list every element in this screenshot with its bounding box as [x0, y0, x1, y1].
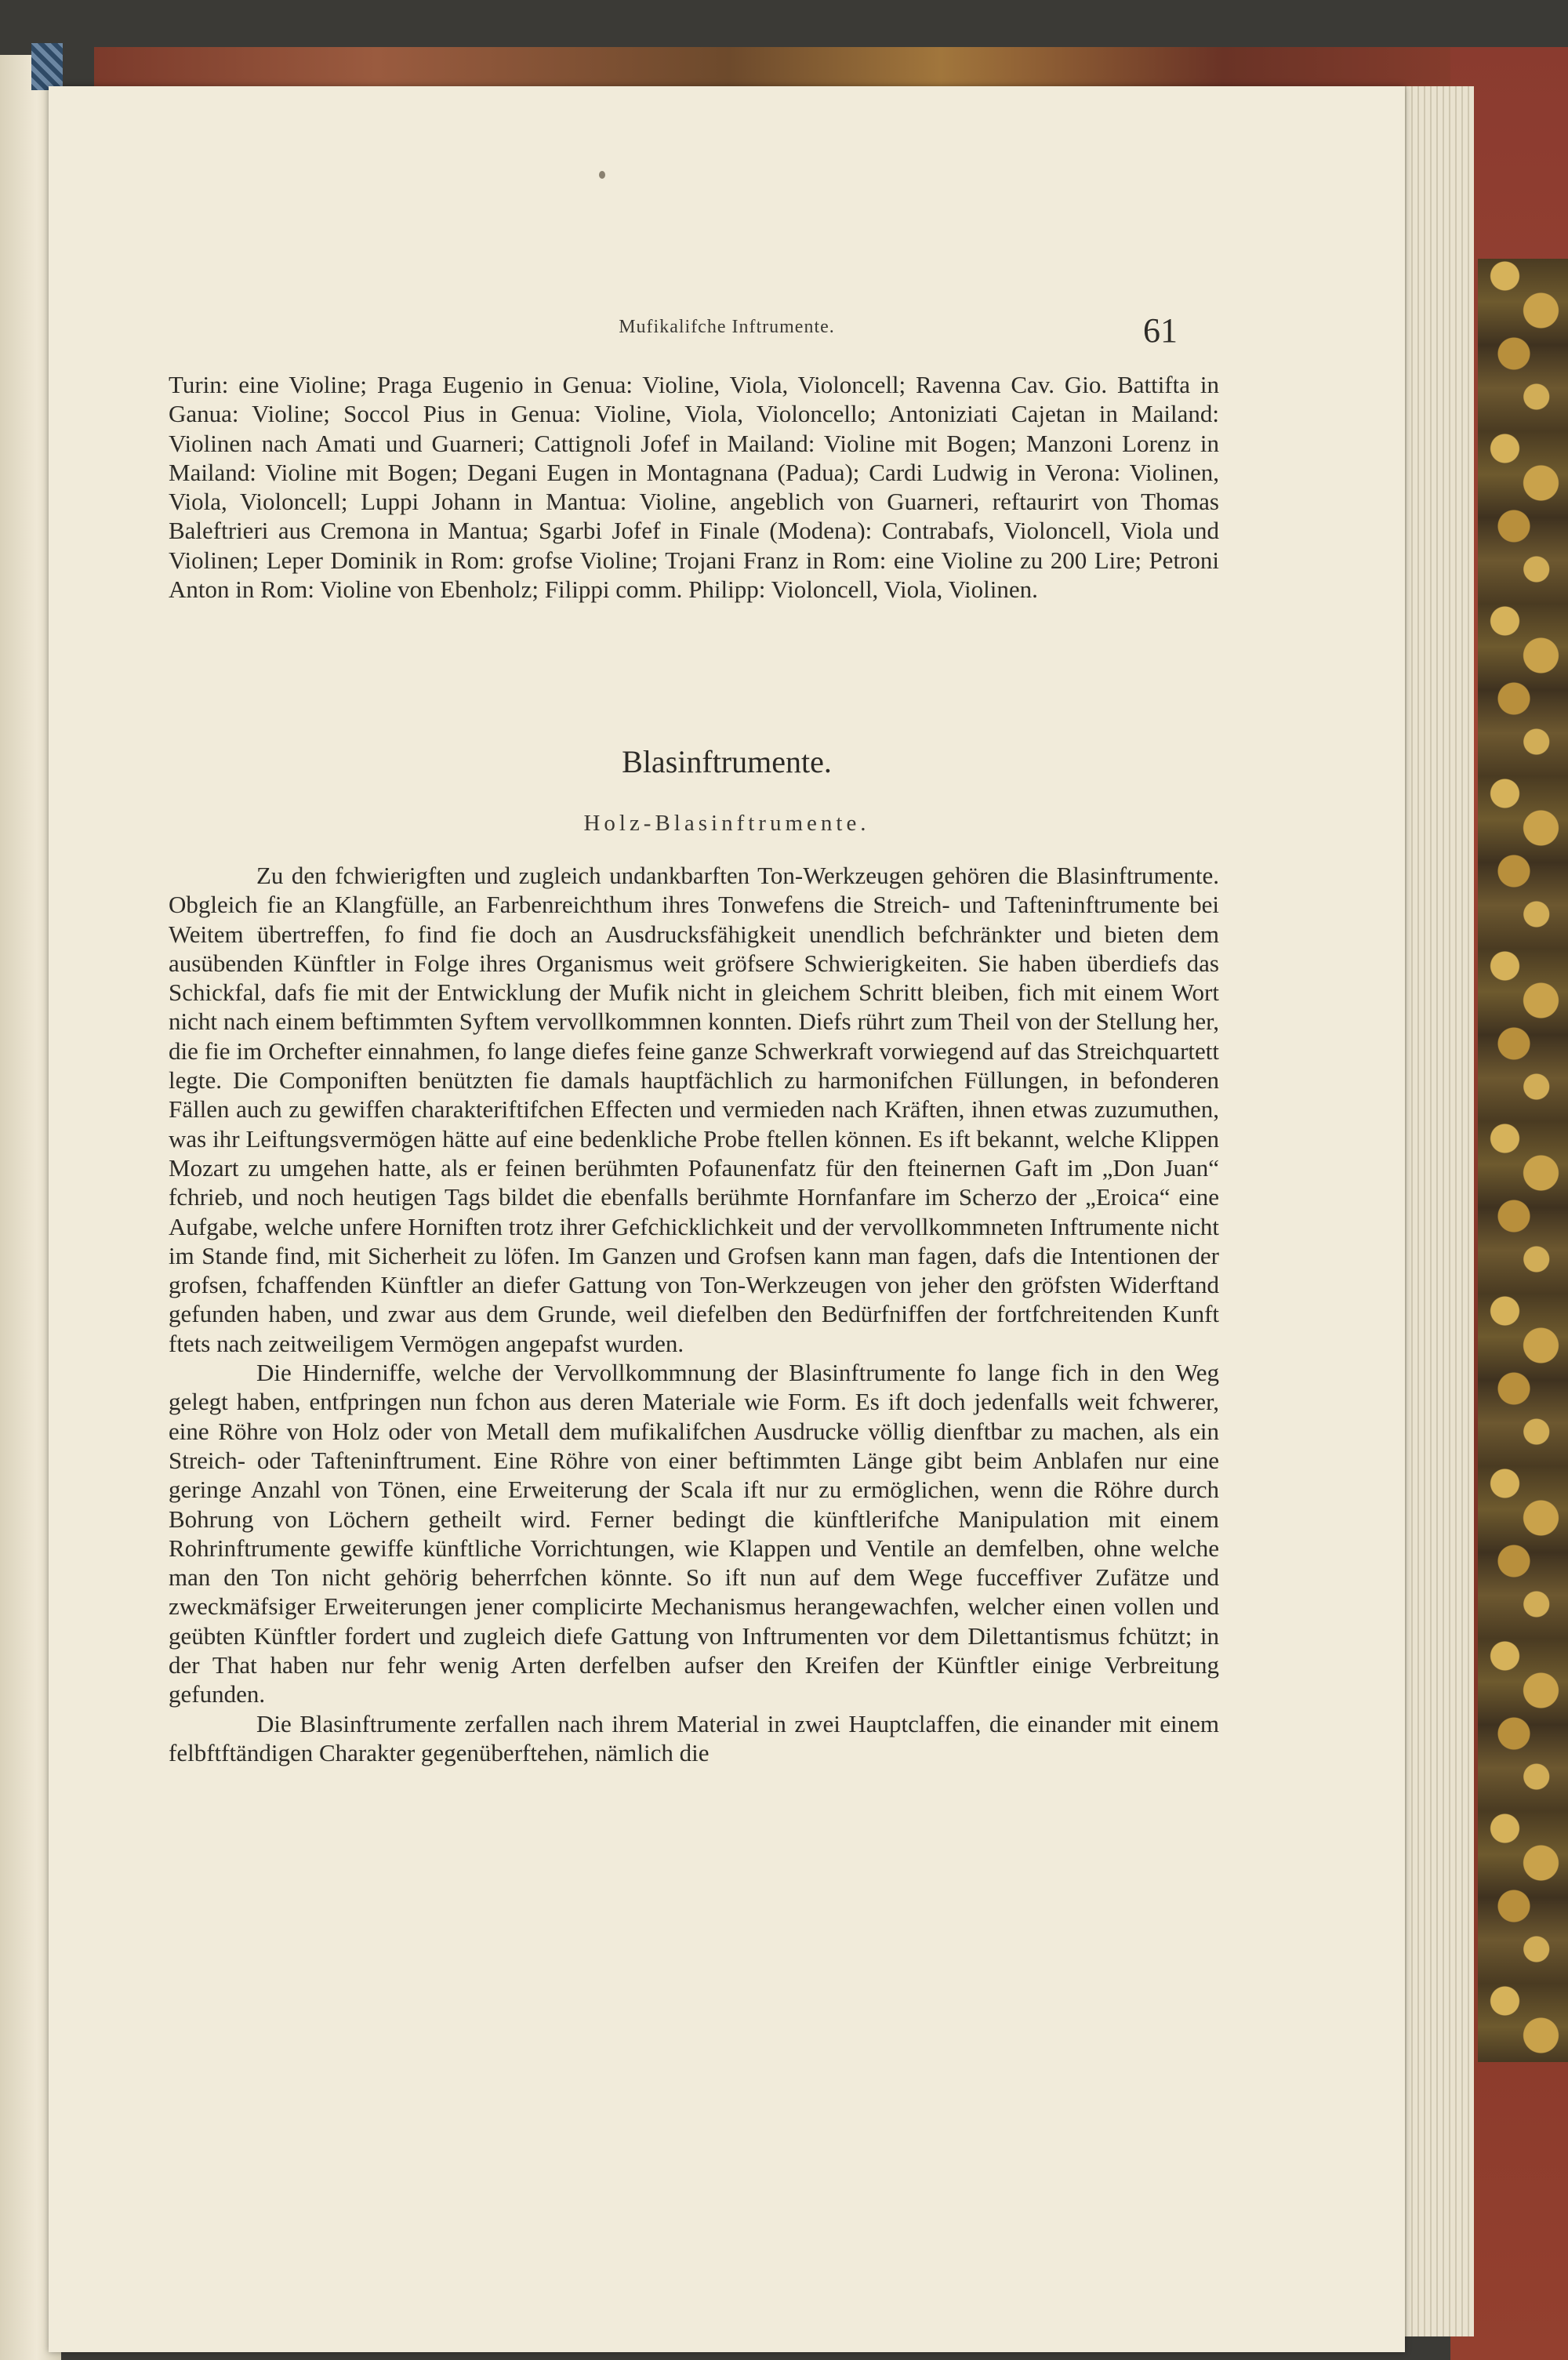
subsection-title: Holz-Blasinftrumente. [583, 811, 870, 836]
paragraph-3: Die Blasinftrumente zerfallen nach ihrem Material in zwei Hauptclaffen, die einander mit einem felbftftändigen Charakter gegenüberftehen, nämlich die [169, 1709, 1219, 1766]
page-number: 61 [1143, 311, 1178, 350]
paper-speck [599, 171, 605, 179]
intro-text-block [169, 370, 1219, 604]
intro-paragraph: Turin: eine Violine; Praga Eugenio in Genua: Violine, Viola, Violoncell; Ravenna Cav. Gio. Battifta in Ganua: Violine; Soccol Pius in Genua: Violine, Viola, Violoncello; Antoniziati Cajetan in Mailand: Violinen nach Amati und Guarneri; Cattignoli Jofef in Mailand: Violine mit Bogen; Manzoni Lorenz in Mailand: Violine mit Bogen; Degani Eugen in Montagnana (Padua); Cardi Ludwig in Verona: Violinen, Viola, Violoncell; Luppi Johann in Mantua: Violine, angeblich von Guarneri, reftaurirt von Thomas Baleftrieri aus Cremona in Mantua; Sgarbi Jofef in Finale (Modena): Contrabafs, Violoncell, Viola und Violinen; Leper Dominik in Rom: grofse Violine; Trojani Franz in Rom: eine Violine zu 200 Lire; Petroni Anton in Rom: Violine von Ebenholz; Filippi comm. Philipp: Violoncell, Viola, Violinen. [169, 371, 1219, 604]
running-head [49, 310, 1405, 350]
paragraph-1: Zu den fchwierigften und zugleich undankbarften Ton-Werkzeugen gehören die Blasinftrumente. Obgleich fie an Klangfülle, an Farbenreichthum ihres Tonwefens die Streich- und Tafteninftrumente bei Weitem übertreffen, fo find fie doch an Ausdrucksfähigkeit unendlich befchränkter und bieten dem ausübenden Künftler in Folge ihres Organismus weit gröfsere Schwierigkeiten. Sie haben überdiefs das Schickfal, dafs fie mit der Entwicklung der Mufik nicht in gleichem Schritt bleiben, fich mit einem Wort nicht nach einem beftimmten Syftem vervollkommnen konnten. Diefs rührt zum Theil von der Stellung her, die fie im Orchefter einnahmen, fo lange diefes feine ganze Schwerkraft vorwiegend auf das Streichquartett legte. Die Componiften benützten fie damals hauptfächlich zu harmonifchen Füllungen, in befonderen Fällen auch zu gewiffen charakteriftifchen Effecten und vermieden nach Kräften, ihnen etwas zuzumuthen, was ihr Leiftungsvermögen hätte auf eine bedenkliche Probe ftellen können. Es ift bekannt, welche Klippen Mozart zu umgehen hatte, als er feinen berühmten Pofaunenfatz für den fteinernen Gaft im „Don Juan“ fchrieb, und noch heutigen Tags bildet die ebenfalls berühmte Hornfanfare im Scherzo der „Eroica“ eine Aufgabe, welche unfere Horniften trotz ihrer Gefchicklichkeit und der vervollkommneten Inftrumente nicht im Stande find, mit Sicherheit zu löfen. Im Ganzen und Grofsen kann man fagen, dafs die Intentionen der grofsen, fchaffenden Künftler an diefer Gattung von Ton-Werkzeugen von jeher den gröfsten Widerftand gefunden haben, und zwar aus dem Grunde, weil diefelben den Bedürfniffen der fortfchreitenden Kunft ftets nach zeitweiligem Vermögen angepafst wurden. [169, 862, 1219, 1357]
spine-cloth [31, 43, 63, 90]
section-title: Blasinftrumente. [622, 744, 832, 779]
book-page [49, 86, 1405, 2352]
running-title: Mufikalifche Inftrumente. [619, 317, 835, 337]
marbled-endpaper [1478, 259, 1568, 2062]
paragraph-2: Die Hinderniffe, welche der Vervollkommnung der Blasinftrumente fo lange fich in den Weg gelegt haben, entfpringen nun fchon aus deren Materiale wie Form. Es ift doch jedenfalls weit fchwerer, eine Röhre von Holz oder von Metall dem mufikalifchen Ausdrucke völlig dienftbar zu machen, als ein Streich- oder Tafteninftrument. Eine Röhre von einer beftimmten Länge gibt beim Anblafen nur eine geringe Anzahl von Tönen, eine Erweiterung der Scala ift nur zu ermöglichen, wenn die Röhre durch Bohrung von Löchern getheilt wird. Ferner bedingt die künftlerifche Manipulation mit einem Rohrinftrumente gewiffe künftliche Vorrichtungen, wie Klappen und Ventile an demfelben, ohne welche man den Ton nicht gehörig beherrfchen könnte. So ift nun auf dem Wege fucceffiver Zufätze und zweckmäfsiger Erweiterungen jener complicirte Mechanismus herangewachfen, welcher einen vollen und geübten Künftler fordert und zugleich diefe Gattung von Inftrumenten vor dem Dilettantismus fchützt; in der That haben nur fehr wenig Arten derfelben aufser den Kreifen der Künftler einige Verbreitung gefunden. [169, 1359, 1219, 1708]
body-text-block [169, 861, 1219, 1767]
